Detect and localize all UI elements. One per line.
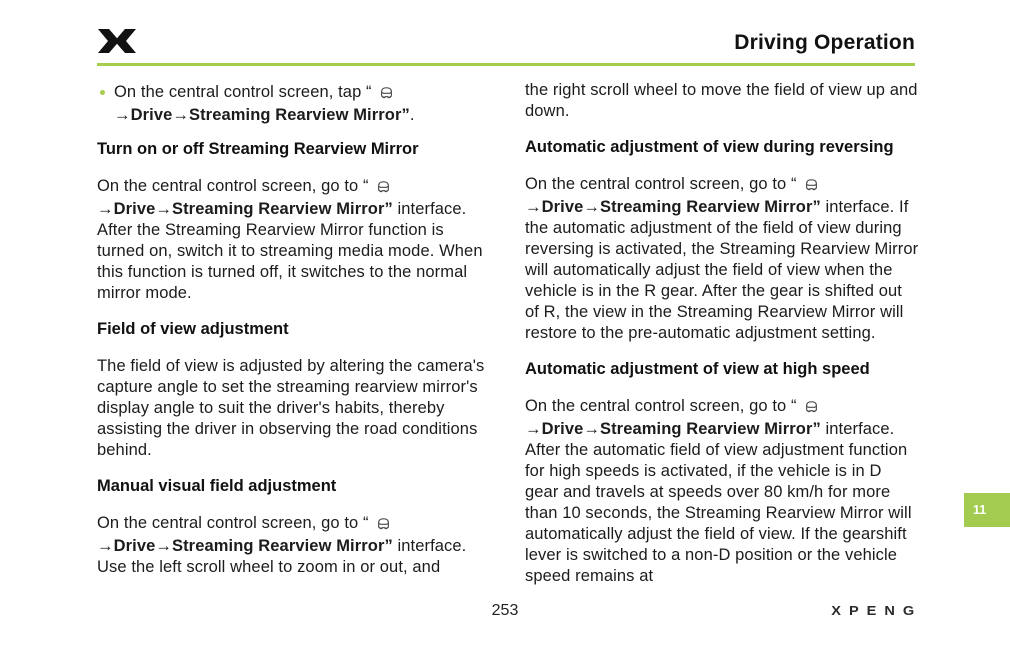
chapter-tab <box>964 493 1010 527</box>
left-column <box>97 82 491 593</box>
section-paragraph: On the central control screen, go to “ →Drive→Streaming Rearview Mirror” interface. After the automatic field of view adjustment function for high speeds is activated, if the vehicle is in D gear and travels at speeds over 80 km/h for more than 10 seconds, the Streaming Rearview Mirror will automatically adjust the field of view. If the gearshift lever is switched to a non-D position or the vehicle speed remains at <box>525 397 912 585</box>
car-icon <box>376 515 391 536</box>
manual-section <box>525 137 919 344</box>
section-paragraph: On the central control screen, go to “ →Drive→Streaming Rearview Mirror” interface. If the automatic adjustment of the field of view during reversing is activated, the Streaming Rearview Mirror will automatically adjust the field of view when the vehicle is in the R gear. After the gear is shifted out of R, the view in the Streaming Rearview Mirror will restore to the pre-automatic adjustment setting. <box>525 175 919 342</box>
section-paragraph: The field of view is adjusted by altering the camera's capture angle to set the streaming rearview mirror's display angle to suit the driver's habits, thereby assisting the driver in observing the road conditions behind. <box>97 357 485 459</box>
manual-section <box>97 476 491 578</box>
right-column-sections <box>525 137 919 587</box>
bullet-list-item <box>97 82 491 126</box>
manual-section <box>97 139 491 304</box>
car-icon <box>804 398 819 419</box>
page-title: Driving Operation <box>734 31 915 54</box>
xpeng-logo-icon <box>97 27 137 55</box>
car-icon <box>379 84 394 105</box>
bullet-text: On the central control screen, tap “ →Drive→Streaming Rearview Mirror”. <box>114 83 415 124</box>
manual-section <box>525 359 919 587</box>
section-heading: Automatic adjustment of view during reversing <box>525 138 894 156</box>
section-paragraph: On the central control screen, go to “ →Drive→Streaming Rearview Mirror” interface. After the Streaming Rearview Mirror function is turned on, switch it to streaming media mode. When this function is turned off, it switches to the normal mirror mode. <box>97 177 483 302</box>
section-paragraph: On the central control screen, go to “ →Drive→Streaming Rearview Mirror” interface. Use the left scroll wheel to zoom in or out, and <box>97 514 467 576</box>
xpeng-wordmark: XPENG <box>830 603 922 618</box>
right-column <box>525 80 919 602</box>
car-icon <box>376 178 391 199</box>
section-heading: Manual visual field adjustment <box>97 477 337 495</box>
section-heading: Automatic adjustment of view at high speed <box>525 360 870 378</box>
continuation-paragraph: the right scroll wheel to move the field of view up and down. <box>525 81 918 120</box>
manual-section <box>97 319 491 461</box>
bullet-icon <box>100 90 105 95</box>
left-column-sections <box>97 139 491 578</box>
page-number: 253 <box>491 602 519 619</box>
section-heading: Turn on or off Streaming Rearview Mirror <box>97 140 419 158</box>
car-icon <box>804 176 819 197</box>
section-heading: Field of view adjustment <box>97 320 289 338</box>
header-divider <box>97 63 915 66</box>
chapter-tab-label: 11 <box>973 503 987 517</box>
